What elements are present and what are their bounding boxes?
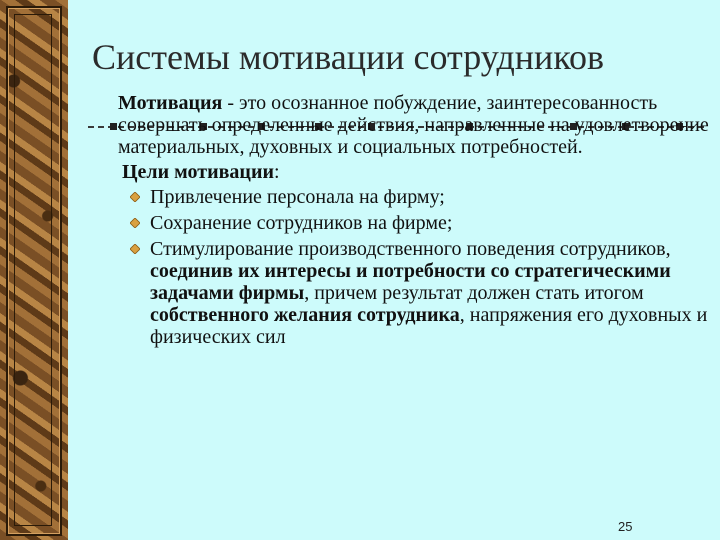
diamond-bullet-icon — [130, 218, 140, 228]
definition-paragraph — [118, 92, 718, 158]
list-item — [130, 212, 718, 234]
slide-body — [118, 92, 718, 352]
strip-inner-frame — [14, 14, 52, 526]
list-item-text: Сохранение сотрудников на фирме; — [150, 212, 453, 234]
list-item-bold-text: собственного желания сотрудника — [150, 304, 460, 326]
list-item-text: , причем результат должен стать итогом — [304, 282, 644, 304]
goals-list — [118, 186, 718, 348]
page-number: 25 — [618, 519, 633, 534]
goals-heading: Цели мотивации — [122, 161, 274, 183]
list-item — [130, 186, 718, 208]
list-item-text: , напряжения его духовных и физических сил — [150, 304, 708, 348]
decorative-wood-strip — [0, 0, 68, 540]
definition-term: Мотивация — [118, 92, 223, 114]
slide-title: Системы мотивации сотрудников — [92, 37, 604, 77]
decorative-dot — [110, 123, 117, 130]
list-item — [130, 238, 718, 348]
list-item-text: Привлечение персонала на фирму; — [150, 186, 445, 208]
list-item-text: Стимулирование производственного поведения сотрудников, — [150, 238, 671, 260]
diamond-bullet-icon — [130, 192, 140, 202]
goals-heading-line — [122, 161, 718, 183]
list-item-bold-text: соединив их интересы и потребности со стратегическими задачами фирмы — [150, 260, 671, 304]
goals-colon: : — [274, 161, 280, 183]
definition-text: - это осознанное побуждение, заинтересованность совершать определенные действия, направленные на удовлетворение материальных, духовных и социальных потребностей. — [118, 92, 709, 158]
diamond-bullet-icon — [130, 244, 140, 254]
